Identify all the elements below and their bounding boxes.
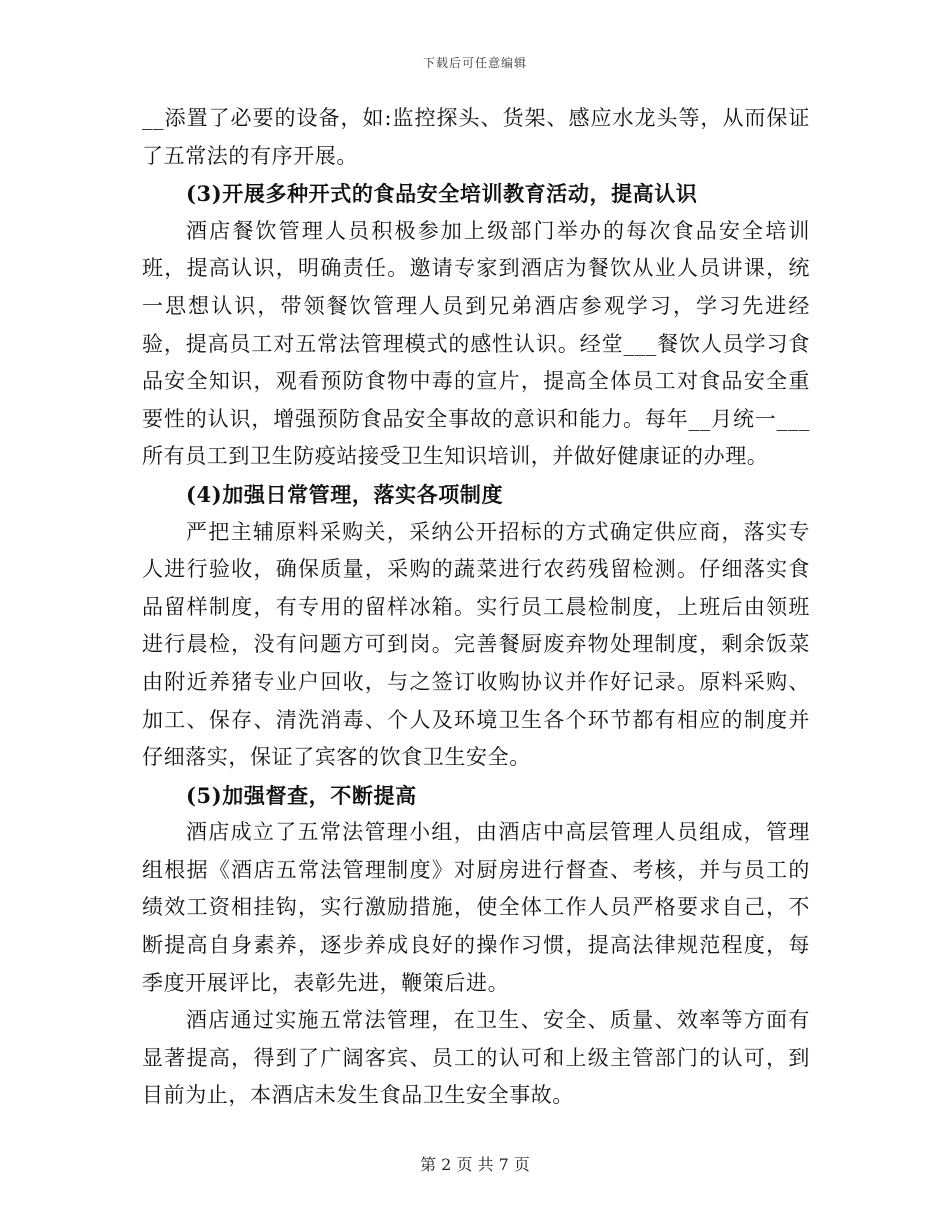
paragraph-training: 酒店餐饮管理人员积极参加上级部门举办的每次食品安全培训班，提高认识，明确责任。邀请专家到酒店为餐饮从业人员讲课，统一思想认识，带领餐饮管理人员到兄弟酒店参观学习，学习先进经验，提高员工对五常法管理模式的感性认识。经堂___餐饮人员学习食品安全知识，观看预防食物中毒的宣片，提高全体员工对食品安全重要性的认识，增强预防食品安全事故的意识和能力。每年__月统一___所有员工到卫生防疫站接受卫生知识培训，并做好健康证的办理。 (142, 218, 810, 469)
section-heading-3: (3)开展多种开式的食品安全培训教育活动，提高认识 (186, 181, 698, 207)
document-body (142, 100, 810, 1115)
section-heading-5: (5)加强督查，不断提高 (186, 782, 417, 808)
paragraph-daily-management: 严把主辅原料采购关，采纳公开招标的方式确定供应商，落实专人进行验收，确保质量，采购的蔬菜进行农药残留检测。仔细落实食品留样制度，有专用的留样冰箱。实行员工晨检制度，上班后由领班进行晨检，没有问题方可到岗。完善餐厨废弃物处理制度，剩余饭菜由附近养猪专业户回收，与之签订收购协议并作好记录。原料采购、加工、保存、清洗消毒、个人及环境卫生各个环节都有相应的制度并仔细落实，保证了宾客的饮食卫生安全。 (142, 519, 810, 770)
section-heading-4: (4)加强日常管理，落实各项制度 (186, 481, 504, 507)
paragraph-supervision: 酒店成立了五常法管理小组，由酒店中高层管理人员组成，管理组根据《酒店五常法管理制度》对厨房进行督查、考核，并与员工的绩效工资相挂钩，实行激励措施，使全体工作人员严格要求自己，不断提高自身素养，逐步养成良好的操作习惯，提高法律规范程度，每季度开展评比，表彰先进，鞭策后进。 (142, 820, 810, 995)
paragraph-equipment: __添置了必要的设备，如:监控探头、货架、感应水龙头等，从而保证了五常法的有序开展。 (142, 106, 810, 168)
page-header: 下载后可任意编辑 (422, 56, 527, 70)
page-number: 第 2 页 共 7 页 (420, 1155, 530, 1174)
paragraph-conclusion: 酒店通过实施五常法管理，在卫生、安全、质量、效率等方面有显著提高，得到了广阔客宾、员工的认可和上级主管部门的认可，到目前为止，本酒店未发生食品卫生安全事故。 (142, 1008, 810, 1108)
